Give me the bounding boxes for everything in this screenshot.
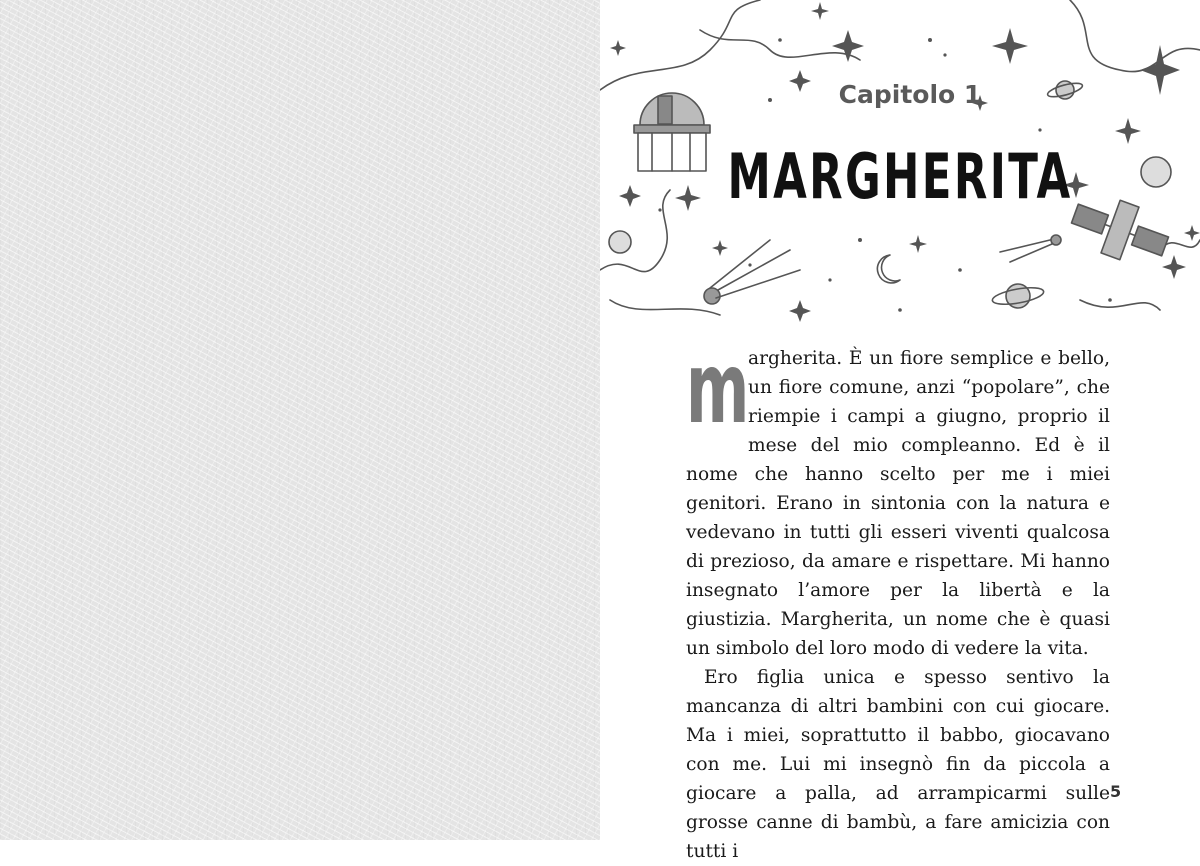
ringed-planet-icon	[991, 284, 1045, 308]
moon-icon	[609, 231, 631, 253]
dot-star-icon	[898, 308, 902, 312]
star-icon	[619, 185, 641, 207]
star-icon	[610, 40, 626, 56]
dot-star-icon	[858, 238, 862, 242]
dot-star-icon	[778, 38, 782, 42]
dot-star-icon	[1038, 128, 1041, 131]
dot-star-icon	[1108, 298, 1112, 302]
page-number: 5	[1110, 782, 1122, 801]
comet-icon	[1000, 235, 1061, 262]
star-icon	[789, 300, 811, 322]
star-icon	[712, 240, 728, 256]
crescent-moon-icon	[877, 255, 900, 283]
star-icon	[1184, 225, 1200, 241]
dot-star-icon	[828, 278, 831, 281]
star-icon	[992, 28, 1028, 64]
star-icon	[811, 2, 829, 20]
paragraph-1-text: argherita. È un fiore semplice e bello, un fiore comune, anzi “popolare”, che riempie i campi a giugno, proprio il mese del mio compleanno. Ed è il nome che hanno scelto per me i miei genitori. Erano in sintonia con la natura e vedevano in tutti gli esseri viventi qualcosa di prezioso, da amare e rispettare. Mi hanno insegnato l’amore per la libertà e la giustizia. Margherita, un nome che è quasi un simbolo del loro modo di vedere la vita.	[686, 348, 1110, 659]
chapter-body	[686, 332, 1110, 866]
drop-cap: m	[686, 332, 750, 446]
star-icon	[1162, 255, 1186, 279]
star-icon	[832, 30, 864, 62]
swirl-line-icon	[1080, 300, 1160, 310]
dot-star-icon	[658, 208, 661, 211]
right-page	[600, 0, 1200, 862]
dot-star-icon	[943, 53, 946, 56]
swirl-line-icon	[600, 0, 760, 90]
dot-star-icon	[958, 268, 962, 272]
planet-icon	[1141, 157, 1171, 187]
swirl-line-icon	[1070, 0, 1200, 72]
paragraph-2: Ero figlia unica e spesso sentivo la mancanza di altri bambini con cui giocare. Ma i miei, soprattutto il babbo, giocavano con me. Lui mi insegnò fin da piccola a giocare a palla, ad arrampicarmi sulle grosse canne di bambù, a fare amicizia con tutti i	[686, 667, 1110, 862]
left-page-texture	[0, 0, 600, 840]
paragraph-1	[686, 332, 1110, 663]
chapter-label: Capitolo 1	[838, 80, 982, 109]
swirl-line-icon	[610, 300, 720, 315]
dot-star-icon	[928, 38, 932, 42]
dot-star-icon	[748, 263, 751, 266]
swirl-line-icon	[600, 190, 670, 272]
star-icon	[909, 235, 927, 253]
chapter-title: MARGHERITA	[727, 140, 1073, 213]
